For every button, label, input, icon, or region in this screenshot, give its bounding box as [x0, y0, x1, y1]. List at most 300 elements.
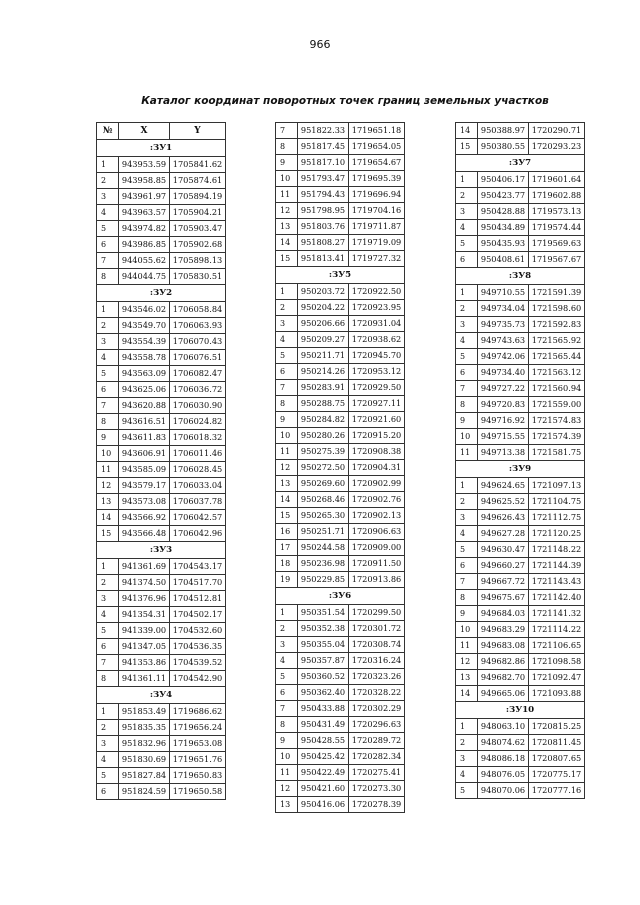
coord-y: 1720906.63: [349, 524, 405, 540]
coord-x: 950425.42: [298, 749, 349, 765]
coord-x: 949626.43: [478, 510, 529, 526]
coord-y: 1720953.12: [349, 364, 405, 380]
coord-y: 1705830.51: [170, 269, 226, 285]
point-number: 1: [97, 559, 119, 575]
coord-y: 1720296.63: [349, 717, 405, 733]
coord-x: 950265.30: [298, 508, 349, 524]
coord-x: 948074.62: [478, 735, 529, 751]
table-row: [456, 542, 585, 558]
coord-x: 950421.60: [298, 781, 349, 797]
point-number: 14: [456, 123, 478, 139]
coord-x: 950380.55: [478, 139, 529, 155]
table-row: [276, 380, 405, 396]
table-row: [276, 685, 405, 701]
coord-x: 949734.04: [478, 301, 529, 317]
coord-y: 1706030.90: [170, 398, 226, 414]
table-row: [97, 205, 226, 221]
coord-y: 1704532.60: [170, 623, 226, 639]
table-row: [456, 301, 585, 317]
section-label: :ЗУ1: [97, 140, 226, 157]
coord-x: 949716.92: [478, 413, 529, 429]
coord-y: 1720945.70: [349, 348, 405, 364]
table-row: [276, 348, 405, 364]
coord-y: 1719569.63: [529, 236, 585, 252]
table-row: [97, 559, 226, 575]
point-number: 2: [97, 575, 119, 591]
table-row: [276, 460, 405, 476]
table-row: [97, 318, 226, 334]
coord-y: 1706011.46: [170, 446, 226, 462]
point-number: 6: [97, 639, 119, 655]
coord-x: 943974.82: [119, 221, 170, 237]
coord-x: 950428.55: [298, 733, 349, 749]
coord-x: 950244.58: [298, 540, 349, 556]
coord-x: 943961.97: [119, 189, 170, 205]
point-number: 5: [456, 349, 478, 365]
coord-y: 1720904.31: [349, 460, 405, 476]
point-number: 11: [276, 187, 298, 203]
point-number: 12: [276, 460, 298, 476]
header-y: Y: [170, 123, 226, 140]
coord-x: 949627.28: [478, 526, 529, 542]
section-label: :ЗУ3: [97, 542, 226, 559]
point-number: 6: [456, 558, 478, 574]
table-row: [97, 173, 226, 189]
coord-y: 1704517.70: [170, 575, 226, 591]
coord-y: 1720931.04: [349, 316, 405, 332]
table-row: [276, 444, 405, 460]
coord-y: 1704542.90: [170, 671, 226, 687]
table-row: [97, 655, 226, 671]
coord-y: 1721563.12: [529, 365, 585, 381]
table-row: [97, 768, 226, 784]
table-row: [456, 445, 585, 461]
point-number: 8: [97, 414, 119, 430]
table-row: [276, 364, 405, 380]
coord-y: 1721559.00: [529, 397, 585, 413]
coord-y: 1720275.41: [349, 765, 405, 781]
table-row: [97, 478, 226, 494]
coord-y: 1720323.26: [349, 669, 405, 685]
coord-y: 1706042.57: [170, 510, 226, 526]
point-number: 4: [456, 220, 478, 236]
point-number: 6: [97, 784, 119, 800]
table-row: [97, 414, 226, 430]
section-label: :ЗУ10: [456, 702, 585, 719]
section-row: [97, 140, 226, 157]
point-number: 2: [97, 318, 119, 334]
table-row: [97, 237, 226, 253]
coord-y: 1706082.47: [170, 366, 226, 382]
table-row: [97, 221, 226, 237]
coord-y: 1719650.58: [170, 784, 226, 800]
point-number: 16: [276, 524, 298, 540]
coord-y: 1721144.39: [529, 558, 585, 574]
coord-x: 948070.06: [478, 783, 529, 799]
coord-y: 1706037.78: [170, 494, 226, 510]
table-row: [456, 670, 585, 686]
coord-y: 1705874.61: [170, 173, 226, 189]
table-row: [97, 784, 226, 800]
coord-x: 949727.22: [478, 381, 529, 397]
point-number: 1: [456, 285, 478, 301]
point-number: 10: [456, 622, 478, 638]
coord-y: 1706058.84: [170, 302, 226, 318]
coord-x: 950355.04: [298, 637, 349, 653]
table-row: [456, 252, 585, 268]
point-number: 9: [276, 155, 298, 171]
point-number: 6: [456, 252, 478, 268]
coord-y: 1720316.24: [349, 653, 405, 669]
point-number: 4: [97, 205, 119, 221]
coord-x: 951798.95: [298, 203, 349, 219]
point-number: 12: [276, 781, 298, 797]
coord-x: 950435.93: [478, 236, 529, 252]
table-row: [276, 139, 405, 155]
header-x: X: [119, 123, 170, 140]
table-row: [97, 494, 226, 510]
coord-x: 950284.82: [298, 412, 349, 428]
point-number: 13: [276, 476, 298, 492]
coord-x: 949710.55: [478, 285, 529, 301]
coord-x: 950433.88: [298, 701, 349, 717]
coord-y: 1719574.44: [529, 220, 585, 236]
table-row: [276, 412, 405, 428]
coord-x: 950211.71: [298, 348, 349, 364]
coord-y: 1719711.87: [349, 219, 405, 235]
coord-x: 949683.29: [478, 622, 529, 638]
coord-x: 944044.75: [119, 269, 170, 285]
coord-x: 949667.72: [478, 574, 529, 590]
coordinates-table-right: [455, 122, 585, 799]
point-number: 5: [97, 366, 119, 382]
coord-y: 1721142.40: [529, 590, 585, 606]
coord-x: 949743.63: [478, 333, 529, 349]
coord-y: 1719696.94: [349, 187, 405, 203]
point-number: 4: [456, 526, 478, 542]
coord-y: 1706018.32: [170, 430, 226, 446]
coord-y: 1721574.83: [529, 413, 585, 429]
coord-x: 950406.17: [478, 172, 529, 188]
table-row: [97, 430, 226, 446]
coord-y: 1705841.62: [170, 157, 226, 173]
coord-x: 950423.77: [478, 188, 529, 204]
coord-x: 949742.06: [478, 349, 529, 365]
point-number: 13: [456, 670, 478, 686]
table-row: [276, 492, 405, 508]
point-number: 14: [276, 235, 298, 251]
table-row: [97, 526, 226, 542]
table-row: [276, 300, 405, 316]
section-label: :ЗУ2: [97, 285, 226, 302]
table-row: [456, 735, 585, 751]
coord-y: 1720929.50: [349, 380, 405, 396]
coord-x: 950206.66: [298, 316, 349, 332]
coord-y: 1720293.23: [529, 139, 585, 155]
coord-y: 1720902.13: [349, 508, 405, 524]
point-number: 2: [97, 720, 119, 736]
coord-x: 948086.18: [478, 751, 529, 767]
section-row: [97, 542, 226, 559]
table-row: [97, 366, 226, 382]
header-number: №: [97, 123, 119, 140]
coord-y: 1721097.13: [529, 478, 585, 494]
coord-y: 1719654.05: [349, 139, 405, 155]
coord-y: 1720282.34: [349, 749, 405, 765]
coord-x: 950431.49: [298, 717, 349, 733]
point-number: 15: [456, 139, 478, 155]
table-row: [456, 606, 585, 622]
coord-x: 950352.38: [298, 621, 349, 637]
coord-y: 1706063.93: [170, 318, 226, 334]
coord-x: 943611.83: [119, 430, 170, 446]
coord-y: 1706024.82: [170, 414, 226, 430]
point-number: 3: [456, 510, 478, 526]
table-row: [456, 220, 585, 236]
point-number: 10: [97, 446, 119, 462]
section-label: :ЗУ8: [456, 268, 585, 285]
point-number: 2: [456, 494, 478, 510]
point-number: 1: [97, 704, 119, 720]
table-row: [456, 349, 585, 365]
coord-x: 950351.54: [298, 605, 349, 621]
point-number: 1: [97, 302, 119, 318]
page-title: Каталог координат поворотных точек границ земельных участков: [141, 95, 549, 107]
coord-x: 941374.50: [119, 575, 170, 591]
table-row: [276, 637, 405, 653]
coord-y: 1721565.92: [529, 333, 585, 349]
page-number: 966: [309, 38, 331, 51]
coord-x: 943963.57: [119, 205, 170, 221]
table-row: [456, 590, 585, 606]
point-number: 2: [276, 300, 298, 316]
table-row: [456, 654, 585, 670]
table-row: [276, 203, 405, 219]
coord-y: 1721565.44: [529, 349, 585, 365]
coord-y: 1719656.24: [170, 720, 226, 736]
coord-x: 943563.09: [119, 366, 170, 382]
coord-y: 1720922.50: [349, 284, 405, 300]
point-number: 8: [276, 139, 298, 155]
coord-y: 1705894.19: [170, 189, 226, 205]
coord-x: 951813.41: [298, 251, 349, 267]
table-row: [276, 540, 405, 556]
coord-y: 1721148.22: [529, 542, 585, 558]
coord-x: 941353.86: [119, 655, 170, 671]
point-number: 4: [97, 607, 119, 623]
point-number: 9: [456, 413, 478, 429]
coord-y: 1720308.74: [349, 637, 405, 653]
coord-x: 943953.59: [119, 157, 170, 173]
coord-y: 1719727.32: [349, 251, 405, 267]
coord-x: 949734.40: [478, 365, 529, 381]
table-row: [97, 591, 226, 607]
coord-x: 949720.83: [478, 397, 529, 413]
point-number: 5: [276, 348, 298, 364]
point-number: 14: [97, 510, 119, 526]
table-row: [276, 781, 405, 797]
table-row: [276, 123, 405, 139]
coord-x: 943566.92: [119, 510, 170, 526]
table-row: [97, 575, 226, 591]
point-number: 6: [276, 685, 298, 701]
table-row: [97, 720, 226, 736]
table-row: [276, 171, 405, 187]
coord-x: 950434.89: [478, 220, 529, 236]
point-number: 8: [456, 397, 478, 413]
coord-y: 1721093.88: [529, 686, 585, 702]
point-number: 3: [97, 334, 119, 350]
point-number: 12: [97, 478, 119, 494]
point-number: 17: [276, 540, 298, 556]
table-row: [276, 235, 405, 251]
coord-y: 1719695.39: [349, 171, 405, 187]
coord-x: 950280.26: [298, 428, 349, 444]
point-number: 7: [276, 701, 298, 717]
table-row: [456, 622, 585, 638]
section-row: [456, 461, 585, 478]
point-number: 7: [97, 655, 119, 671]
coord-y: 1720807.65: [529, 751, 585, 767]
point-number: 15: [97, 526, 119, 542]
table-row: [456, 638, 585, 654]
table-row: [276, 187, 405, 203]
point-number: 11: [97, 462, 119, 478]
coord-x: 950204.22: [298, 300, 349, 316]
coord-x: 951817.45: [298, 139, 349, 155]
coord-x: 949735.73: [478, 317, 529, 333]
point-number: 3: [276, 637, 298, 653]
coord-y: 1720290.71: [529, 123, 585, 139]
point-number: 13: [276, 797, 298, 813]
point-number: 8: [97, 671, 119, 687]
point-number: 15: [276, 508, 298, 524]
coord-y: 1720927.11: [349, 396, 405, 412]
coord-y: 1720902.76: [349, 492, 405, 508]
point-number: 10: [456, 429, 478, 445]
table-row: [456, 413, 585, 429]
coord-y: 1706028.45: [170, 462, 226, 478]
point-number: 11: [456, 445, 478, 461]
coord-y: 1720811.45: [529, 735, 585, 751]
point-number: 10: [276, 171, 298, 187]
table-row: [276, 332, 405, 348]
point-number: 3: [97, 736, 119, 752]
point-number: 3: [456, 204, 478, 220]
point-number: 8: [456, 590, 478, 606]
coord-x: 943549.70: [119, 318, 170, 334]
table-row: [456, 429, 585, 445]
coord-y: 1721098.58: [529, 654, 585, 670]
table-row: [276, 508, 405, 524]
point-number: 6: [97, 382, 119, 398]
coord-x: 949624.65: [478, 478, 529, 494]
point-number: 7: [456, 574, 478, 590]
point-number: 4: [276, 332, 298, 348]
coord-y: 1704543.17: [170, 559, 226, 575]
coord-y: 1721141.32: [529, 606, 585, 622]
coord-x: 950272.50: [298, 460, 349, 476]
point-number: 5: [456, 542, 478, 558]
coord-y: 1706036.72: [170, 382, 226, 398]
coordinates-table-left: [96, 122, 226, 800]
coord-x: 943579.17: [119, 478, 170, 494]
table-row: [276, 765, 405, 781]
coord-y: 1719719.09: [349, 235, 405, 251]
coord-y: 1720902.99: [349, 476, 405, 492]
coord-x: 950251.71: [298, 524, 349, 540]
point-number: 13: [97, 494, 119, 510]
coord-x: 941376.96: [119, 591, 170, 607]
coord-y: 1721581.75: [529, 445, 585, 461]
table-row: [456, 719, 585, 735]
coord-y: 1721591.39: [529, 285, 585, 301]
coord-x: 951830.69: [119, 752, 170, 768]
point-number: 2: [456, 301, 478, 317]
coord-y: 1706070.43: [170, 334, 226, 350]
coord-x: 950362.40: [298, 685, 349, 701]
point-number: 8: [97, 269, 119, 285]
table-row: [276, 717, 405, 733]
coord-x: 950275.39: [298, 444, 349, 460]
table-row: [97, 269, 226, 285]
table-row: [276, 701, 405, 717]
table-row: [456, 285, 585, 301]
coord-y: 1705902.68: [170, 237, 226, 253]
section-label: :ЗУ7: [456, 155, 585, 172]
table-row: [456, 526, 585, 542]
table-row: [456, 333, 585, 349]
coord-x: 949684.03: [478, 606, 529, 622]
table-row: [456, 574, 585, 590]
table-row: [456, 317, 585, 333]
coord-x: 948076.05: [478, 767, 529, 783]
coord-x: 951808.27: [298, 235, 349, 251]
coord-x: 950236.98: [298, 556, 349, 572]
point-number: 18: [276, 556, 298, 572]
point-number: 12: [456, 654, 478, 670]
table-row: [97, 398, 226, 414]
table-row: [97, 510, 226, 526]
coord-x: 949682.86: [478, 654, 529, 670]
coord-y: 1721092.47: [529, 670, 585, 686]
coord-x: 951793.47: [298, 171, 349, 187]
coord-x: 949625.52: [478, 494, 529, 510]
table-row: [456, 365, 585, 381]
coord-y: 1720273.30: [349, 781, 405, 797]
table-row: [456, 494, 585, 510]
coord-y: 1720302.29: [349, 701, 405, 717]
coord-x: 943554.39: [119, 334, 170, 350]
point-number: 7: [97, 398, 119, 414]
coord-x: 950357.87: [298, 653, 349, 669]
point-number: 3: [97, 189, 119, 205]
coord-x: 949665.06: [478, 686, 529, 702]
coord-y: 1705898.13: [170, 253, 226, 269]
table-row: [456, 478, 585, 494]
point-number: 12: [276, 203, 298, 219]
coord-x: 943558.78: [119, 350, 170, 366]
table-row: [456, 123, 585, 139]
table-row: [97, 639, 226, 655]
section-label: :ЗУ5: [276, 267, 405, 284]
table-row: [97, 189, 226, 205]
table-row: [276, 749, 405, 765]
coord-x: 943616.51: [119, 414, 170, 430]
table-row: [97, 302, 226, 318]
coord-x: 943566.48: [119, 526, 170, 542]
coord-y: 1721104.75: [529, 494, 585, 510]
